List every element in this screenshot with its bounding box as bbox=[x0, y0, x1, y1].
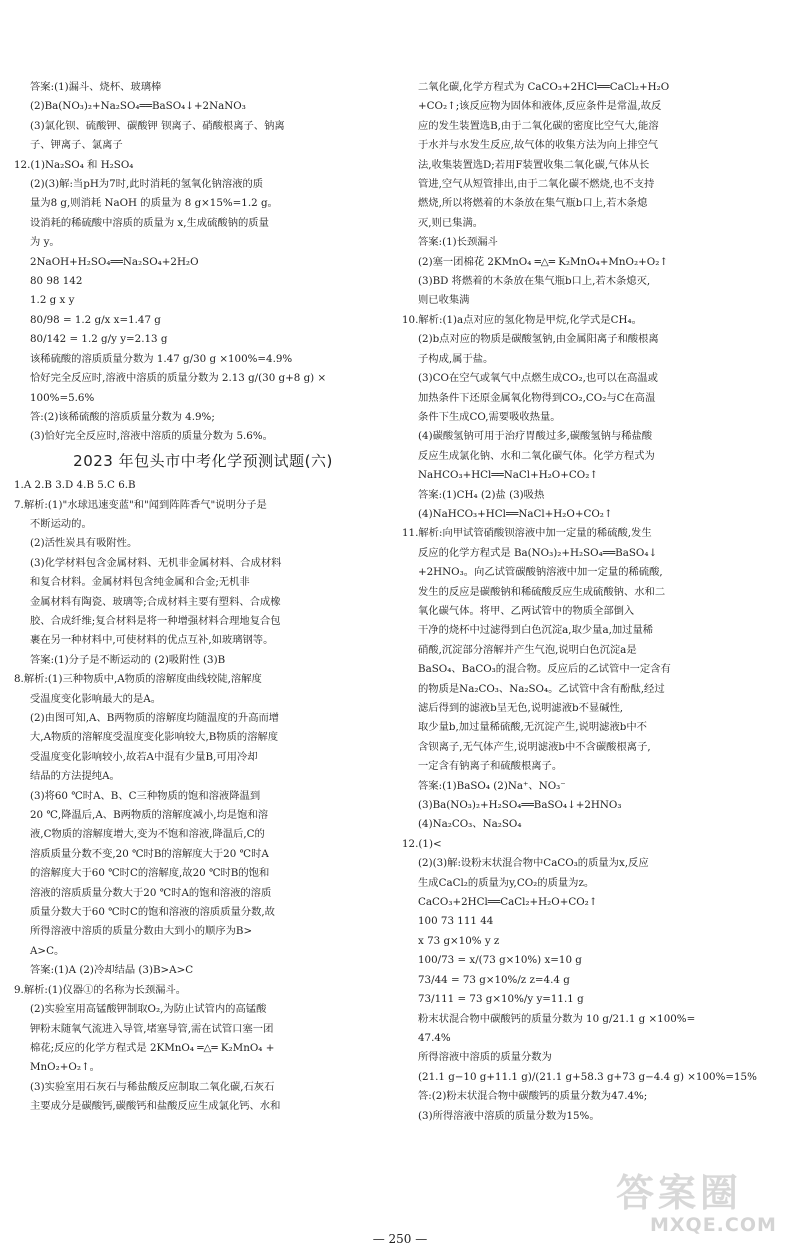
text-line: (3)CO在空气或氧气中点燃生成CO₂,也可以在高温或 bbox=[418, 372, 658, 385]
text-line: BaSO₄、BaCO₃的混合物。反应后的乙试管中一定含有 bbox=[418, 663, 671, 676]
text-line: (2)(3)解:设粉末状混合物中CaCO₃的质量为x,反应 bbox=[418, 857, 649, 870]
text-line: 反应的化学方程式是 Ba(NO₃)₂+H₂SO₄══BaSO₄↓ bbox=[418, 546, 658, 559]
watermark-text: 答案圈 bbox=[616, 1171, 743, 1215]
text-line: 答:(2)该稀硫酸的溶质质量分数为 4.9%; bbox=[30, 410, 215, 423]
text-line: (4)碳酸氢钠可用于治疗胃酸过多,碳酸氢钠与稀盐酸 bbox=[418, 430, 653, 443]
text-line: (2)b点对应的物质是碳酸氢钠,由金属阳离子和酸根离 bbox=[418, 333, 659, 346]
text-line: 加热条件下还原金属氧化物得到CO₂,CO₂与C在高温 bbox=[418, 391, 656, 404]
text-line: 恰好完全反应时,溶液中溶质的质量分数为 2.13 g/(30 g+8 g) × bbox=[30, 372, 327, 385]
left-column bbox=[14, 78, 392, 1117]
answer-block-test6 bbox=[14, 476, 392, 1116]
text-line: 反应生成氯化钠、水和二氧化碳气体。化学方程式为 bbox=[418, 449, 655, 462]
answer-block-q11 bbox=[14, 78, 392, 447]
text-line: (3)BD 将燃着的木条放在集气瓶b口上,若木条熄灭, bbox=[418, 275, 651, 288]
text-line: 燃烧,所以将燃着的木条放在集气瓶b口上,若木条熄 bbox=[418, 197, 648, 210]
text-line: 12.(1)< bbox=[402, 837, 442, 850]
text-line: 钾粉末随氧气流进入导管,堵塞导管,需在试管口塞一团 bbox=[30, 1022, 274, 1035]
text-line: 子、钾离子、氯离子 bbox=[30, 139, 123, 152]
text-line: 于水并与水发生反应,故气体的收集方法为向上排空气 bbox=[418, 139, 659, 152]
text-line: 的物质是Na₂CO₃、Na₂SO₄。乙试管中含有酚酞,经过 bbox=[418, 682, 665, 695]
text-line: 二氧化碳,化学方程式为 CaCO₃+2HCl══CaCl₂+H₂O bbox=[418, 81, 670, 93]
text-line: +2HNO₃。向乙试管碳酸钠溶液中加一定量的稀硫酸, bbox=[418, 566, 663, 579]
text-line: (2)(3)解:当pH为7时,此时消耗的氢氧化钠溶液的质 bbox=[30, 178, 264, 191]
text-line: 11.解析:向甲试管硝酸钡溶液中加一定量的稀硫酸,发生 bbox=[402, 527, 652, 540]
text-line: x 73 g×10% y z bbox=[418, 934, 500, 947]
text-line: 答案:(1)A (2)冷却结晶 (3)B>A>C bbox=[30, 964, 194, 977]
text-line: 条件下生成CO,需要吸收热量。 bbox=[418, 410, 561, 423]
text-line: 主要成分是碳酸钙,碳酸钙和盐酸反应生成氯化钙、水和 bbox=[30, 1100, 281, 1113]
text-line: 氧化碳气体。将甲、乙两试管中的物质全部倒入 bbox=[418, 604, 635, 617]
text-line: NaHCO₃+HCl══NaCl+H₂O+CO₂↑ bbox=[418, 469, 598, 482]
text-line: 80 98 142 bbox=[30, 275, 83, 288]
text-line: 取少量b,加过量稀硫酸,无沉淀产生,说明滤液b中不 bbox=[418, 721, 647, 734]
text-line: 所得溶液中溶质的质量分数由大到小的顺序为B> bbox=[30, 925, 253, 938]
text-line: 7.解析:(1)"水球迅速变蓝"和"闻到阵阵香气"说明分子是 bbox=[14, 498, 267, 511]
text-line: 应的发生装置选B,由于二氧化碳的密度比空气大,能溶 bbox=[418, 119, 659, 132]
text-line: 溶质质量分数不变,20 ℃时B的溶解度大于20 ℃时A bbox=[30, 847, 269, 860]
text-line: 1.A 2.B 3.D 4.B 5.C 6.B bbox=[14, 479, 136, 492]
text-line: 20 ℃,降温后,A、B两物质的溶解度减小,均是饱和溶 bbox=[30, 809, 269, 822]
text-line: 质量分数大于60 ℃时C的饱和溶液的溶质质量分数,故 bbox=[30, 906, 275, 919]
text-line: 不断运动的。 bbox=[30, 517, 92, 530]
text-line: 子构成,属于盐。 bbox=[418, 352, 494, 365]
text-line: MnO₂+O₂↑。 bbox=[30, 1061, 100, 1074]
text-line: 管进,空气从短管排出,由于二氧化碳不燃烧,也不支持 bbox=[418, 178, 655, 191]
text-line: 结晶的方法提纯A。 bbox=[30, 770, 120, 783]
text-line: 受温度变化影响最大的是A。 bbox=[30, 692, 161, 705]
text-line: 8.解析:(1)三种物质中,A物质的溶解度曲线较陡,溶解度 bbox=[14, 673, 262, 686]
text-line: 所得溶液中溶质的质量分数为 bbox=[418, 1051, 552, 1064]
text-line: 金属材料有陶瓷、玻璃等;合成材料主要有塑料、合成橡 bbox=[30, 595, 281, 608]
text-line: 受温度变化影响较小,故若A中混有少量B,可用冷却 bbox=[30, 750, 258, 763]
text-line: 裹在另一种材料中,可使材料的优点互补,如玻璃钢等。 bbox=[30, 634, 274, 647]
text-line: (3)氯化钡、硫酸钾、碳酸钾 钡离子、硝酸根离子、钠离 bbox=[30, 119, 285, 132]
text-line: 答案:(1)分子是不断运动的 (2)吸附性 (3)B bbox=[30, 653, 226, 666]
text-line: 生成CaCl₂的质量为y,CO₂的质量为z。 bbox=[418, 876, 595, 889]
text-line: (3)恰好完全反应时,溶液中溶质的质量分数为 5.6%。 bbox=[30, 430, 273, 443]
text-line: 滤后得到的滤液b呈无色,说明滤液b不显碱性, bbox=[418, 702, 624, 714]
text-line: 100/73 = x/(73 g×10%) x=10 g bbox=[418, 954, 582, 967]
text-line: (2)活性炭具有吸附性。 bbox=[30, 537, 138, 550]
text-line: 80/98 = 1.2 g/x x=1.47 g bbox=[30, 313, 161, 326]
text-line: 和复合材料。金属材料包含纯金属和合金;无机非 bbox=[30, 576, 250, 589]
text-line: 100 73 111 44 bbox=[418, 915, 494, 928]
text-line: 答案:(1)CH₄ (2)盐 (3)吸热 bbox=[418, 488, 545, 501]
text-line: (3)实验室用石灰石与稀盐酸反应制取二氧化碳,石灰石 bbox=[30, 1080, 275, 1093]
text-line: 47.4% bbox=[418, 1031, 451, 1044]
text-line: 答:(2)粉末状混合物中碳酸钙的质量分数为47.4%; bbox=[418, 1090, 648, 1103]
section-title: 2023 年包头市中考化学预测试题(六) bbox=[73, 451, 333, 470]
text-line: 答案:(1)BaSO₄ (2)Na⁺、NO₃⁻ bbox=[418, 779, 566, 792]
text-line: CaCO₃+2HCl══CaCl₂+H₂O+CO₂↑ bbox=[418, 896, 598, 909]
right-column bbox=[402, 78, 782, 1126]
text-line: 发生的反应是碳酸钠和稀硫酸反应生成硫酸钠、水和二 bbox=[418, 585, 666, 598]
watermark-logo bbox=[616, 1162, 786, 1250]
text-line: (4)Na₂CO₃、Na₂SO₄ bbox=[418, 818, 522, 831]
text-line: (4)NaHCO₃+HCl══NaCl+H₂O+CO₂↑ bbox=[418, 507, 613, 520]
text-line: 12.(1)Na₂SO₄ 和 H₂SO₄ bbox=[14, 158, 134, 171]
text-line: 为 y。 bbox=[30, 236, 60, 249]
text-line: 大,A物质的溶解度受温度变化影响较大,B物质的溶解度 bbox=[30, 731, 279, 744]
text-line: 含钡离子,无气体产生,说明滤液b中不含碳酸根离子, bbox=[418, 740, 651, 753]
text-line: 溶液的溶质质量分数大于20 ℃时A的饱和溶液的溶质 bbox=[30, 886, 272, 899]
text-line: (3)化学材料包含金属材料、无机非金属材料、合成材料 bbox=[30, 556, 282, 569]
text-line: (2)实验室用高锰酸钾制取O₂,为防止试管内的高锰酸 bbox=[30, 1003, 267, 1016]
text-line: 答案:(1)长颈漏斗 bbox=[418, 236, 498, 249]
text-line: (3)所得溶液中溶质的质量分数为15%。 bbox=[418, 1109, 600, 1122]
text-line: 液,C物质的溶解度增大,变为不饱和溶液,降温后,C的 bbox=[30, 828, 265, 841]
text-line: 硝酸,沉淀部分溶解并产生气泡,说明白色沉淀a是 bbox=[418, 643, 637, 656]
text-line: 干净的烧杯中过滤得到白色沉淀a,取少量a,加过量稀 bbox=[418, 624, 654, 637]
text-line: 设消耗的稀硫酸中溶质的质量为 x,生成硫酸钠的质量 bbox=[30, 216, 269, 229]
text-line: 一定含有钠离子和硫酸根离子。 bbox=[418, 760, 563, 773]
text-line: 1.2 g x y bbox=[30, 294, 75, 307]
text-line: (2)塞一团棉花 2KMnO₄ ═△═ K₂MnO₄+MnO₂+O₂↑ bbox=[418, 255, 668, 268]
text-line: 胶、合成纤维;复合材料是将一种增强材料合理地复合包 bbox=[30, 614, 281, 627]
text-line: 该稀硫酸的溶质质量分数为 1.47 g/30 g ×100%=4.9% bbox=[30, 352, 293, 365]
text-line: 73/111 = 73 g×10%/y y=11.1 g bbox=[418, 993, 584, 1006]
text-line: 2NaOH+H₂SO₄══Na₂SO₄+2H₂O bbox=[30, 255, 199, 268]
text-line: 73/44 = 73 g×10%/z z=4.4 g bbox=[418, 973, 570, 986]
page-number: — 250 — bbox=[372, 1232, 428, 1246]
text-line: (2)Ba(NO₃)₂+Na₂SO₄══BaSO₄↓+2NaNO₃ bbox=[30, 100, 246, 113]
text-line: 的溶解度大于60 ℃时C的溶解度,故20 ℃时B的饱和 bbox=[30, 867, 270, 880]
text-line: A>C。 bbox=[30, 944, 65, 957]
text-line: (21.1 g−10 g+11.1 g)/(21.1 g+58.3 g+73 g−4.4 g) ×100%=15% bbox=[418, 1070, 757, 1083]
text-line: 10.解析:(1)a点对应的氢化物是甲烷,化学式是CH₄。 bbox=[402, 313, 642, 326]
text-line: 答案:(1)漏斗、烧杯、玻璃棒 bbox=[30, 81, 162, 93]
text-line: +CO₂↑;该反应物为固体和液体,反应条件是常温,故反 bbox=[418, 100, 662, 113]
text-line: (3)Ba(NO₃)₂+H₂SO₄══BaSO₄↓+2HNO₃ bbox=[418, 799, 622, 812]
text-line: 9.解析:(1)仪器①的名称为长颈漏斗。 bbox=[14, 983, 187, 996]
text-line: 100%=5.6% bbox=[30, 391, 95, 404]
text-line: 则已收集满 bbox=[418, 294, 470, 307]
text-line: 灭,则已集满。 bbox=[418, 216, 484, 229]
text-line: 量为8 g,则消耗 NaOH 的质量为 8 g×15%=1.2 g。 bbox=[30, 197, 278, 210]
watermark-url: MXQE.COM bbox=[650, 1214, 777, 1236]
text-line: 80/142 = 1.2 g/y y=2.13 g bbox=[30, 333, 168, 346]
text-line: (3)将60 ℃时A、B、C三种物质的饱和溶液降温到 bbox=[30, 789, 261, 802]
text-line: (2)由图可知,A、B两物质的溶解度均随温度的升高而增 bbox=[30, 712, 280, 724]
text-line: 粉末状混合物中碳酸钙的质量分数为 10 g/21.1 g ×100%= bbox=[418, 1012, 696, 1025]
text-line: 法,收集装置选D;若用F装置收集二氧化碳,气体从长 bbox=[418, 158, 650, 171]
text-line: 棉花;反应的化学方程式是 2KMnO₄ ═△═ K₂MnO₄ + bbox=[30, 1041, 275, 1054]
